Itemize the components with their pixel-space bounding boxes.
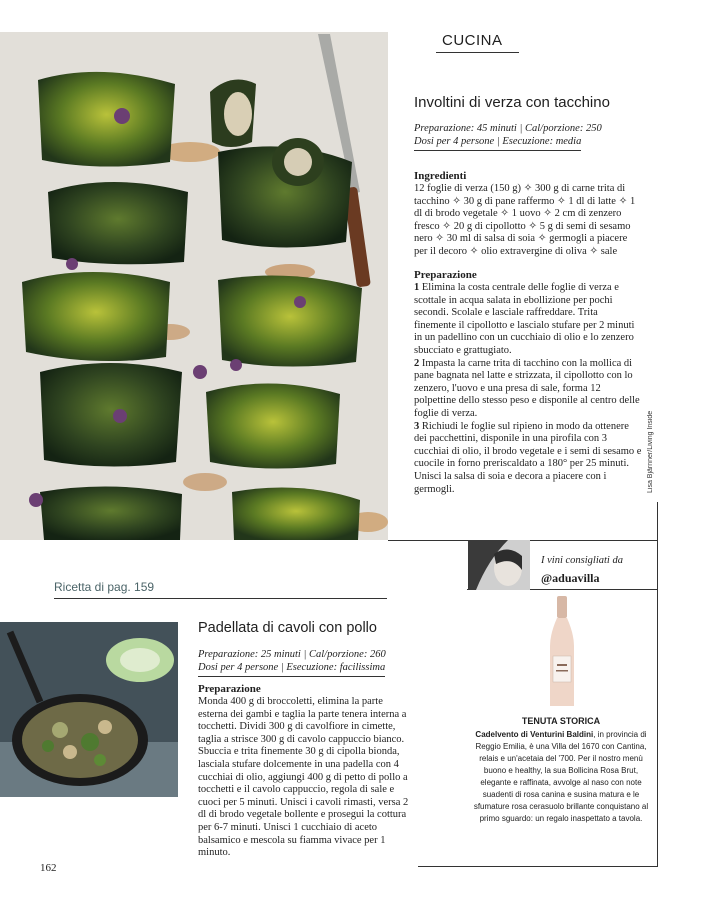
- recipe2-meta-line1: Preparazione: 25 minuti | Cal/porzione: 260: [198, 649, 386, 660]
- step-3: [414, 421, 642, 497]
- bottom-rule: [418, 866, 658, 867]
- horizontal-divider-wine-top: [530, 540, 657, 541]
- section-label: CUCINA: [436, 30, 519, 53]
- ingredients-text: 12 foglie di verza (150 g) ✧ 300 g di carne trita di tacchino ✧ 30 g di pane raffermo ✧ 1 dl di latte ✧ 1 dl di brodo vegetale ✧ 1 uovo ✧ 2 cm di zenzero fresco ✧ 20 g di cipollotto ✧ 5 g di semi di sesamo nero ✧ 30 ml di salsa di soia ✧ germogli a piacere per il decoro ✧ olio extravergine di oliva ✧ sale: [414, 183, 636, 257]
- preparation-heading: Preparazione: [414, 269, 477, 281]
- step-number: 1: [414, 282, 420, 293]
- step-2: [414, 358, 642, 421]
- recipe2-title: Padellata di cavoli con pollo: [198, 620, 377, 636]
- recipe2-meta-line2: Dosi per 4 persone | Esecuzione: facilissima: [198, 661, 385, 677]
- step-1: [414, 282, 642, 358]
- photo-credit: Lisa Bjärnner/Living Inside: [647, 410, 654, 493]
- winery-name: TENUTA STORICA: [521, 716, 601, 726]
- vertical-divider-right: [657, 502, 658, 867]
- preparation-steps: [414, 282, 642, 496]
- author-handle: @aduavilla: [541, 571, 600, 585]
- recipe2-prep-text: Monda 400 g di broccoletti, elimina la parte esterna dei gambi e taglia la parte tenera interna a tocchetti. Dividi 300 g di cavolfiore in cimette, taglia a strisce 300 g di cavolo cappuccio bianco. Sbuccia e trita finemente 30 g di cipolla bionda, lasciala stufare dolcemente in una padella con 4 cucchiai di olio, aggiungi 400 g di petto di pollo a tocchetti e il cavolo cappuccio, regola di sale e cuoci per 5 minuti. Unisci i cavoli rimasti, versa 2 dl di brodo vegetale bollente e prosegui la cottura per 6-7 minuti. Unisci 1 cucchiaio di aceto balsamico e mescola su fiamma vivace per 1 minuto.: [198, 696, 409, 859]
- ricetta-underline: [54, 598, 387, 599]
- recipe2-prep-heading: Preparazione: [198, 683, 261, 695]
- recipe1-meta: [414, 122, 654, 151]
- wine-product: Cadelvento di Venturini Baldini: [475, 730, 594, 739]
- step-text: Richiudi le foglie sul ripieno in modo da ottenere dei pacchettini, disponile in una pirofila con 3 cucchiai di olio, il brodo vegetale e i semi di sesamo e cuocile in forno preriscaldato a 180° per 25 minuti. Unisci la salsa di soia e decora a piacere con i germogli.: [414, 420, 642, 495]
- wine-intro: I vini consigliati da: [541, 555, 623, 566]
- step-number: 2: [414, 357, 420, 369]
- ricetta-reference: Ricetta di pag. 159: [54, 580, 155, 594]
- recipe1-title: Involtini di verza con tacchino: [414, 94, 610, 111]
- wine-bottle: [540, 596, 584, 708]
- recipe1-meta-line2: Dosi per 4 persone | Esecuzione: media: [414, 135, 581, 151]
- step-text: Elimina la costa centrale delle foglie di verza e scottale in acqua salata in ebollizione per pochi secondi. Scolale e lasciale raffreddare. Trita finemente il cipollotto e lascialo stufare per 2 minuti in un padellino con un cucchiaio di olio e lo zenzero sbucciato e grattugiato.: [414, 282, 635, 356]
- wine-description: [470, 729, 652, 825]
- ingredients-heading: Ingredienti: [414, 170, 467, 182]
- page-number: 162: [40, 862, 57, 874]
- cabbage-rolls-photo: [0, 32, 388, 540]
- horizontal-divider-upper: [388, 540, 468, 541]
- step-number: 3: [414, 420, 420, 432]
- wine-description-text: , in provincia di Reggio Emilia, è una Villa del 1670 con Cantina, relais e un'acetaia del '700. Per il nostro menù buono e healthy, la sua Bollicina Rosa Brut, elegante e raffinata, avvolge al naso con note suadenti di rosa canina e susina matura e le sfumature rosa cerasuolo brillante conquistano al primo sguardo: un regalo inaspettato a tavola.: [473, 730, 649, 823]
- recipe2-meta: [198, 648, 398, 677]
- pan-photo: [0, 622, 178, 797]
- author-avatar: [468, 540, 530, 590]
- recipe1-meta-line1: Preparazione: 45 minuti | Cal/porzione: 250: [414, 123, 602, 134]
- step-text: Impasta la carne trita di tacchino con la mollica di pane bagnata nel latte e strizzata, il cipollotto con lo zenzero, l'uovo e una presa di sale, forma 12 polpettine dello stesso peso e disponile al centro delle foglie di verza.: [414, 357, 640, 419]
